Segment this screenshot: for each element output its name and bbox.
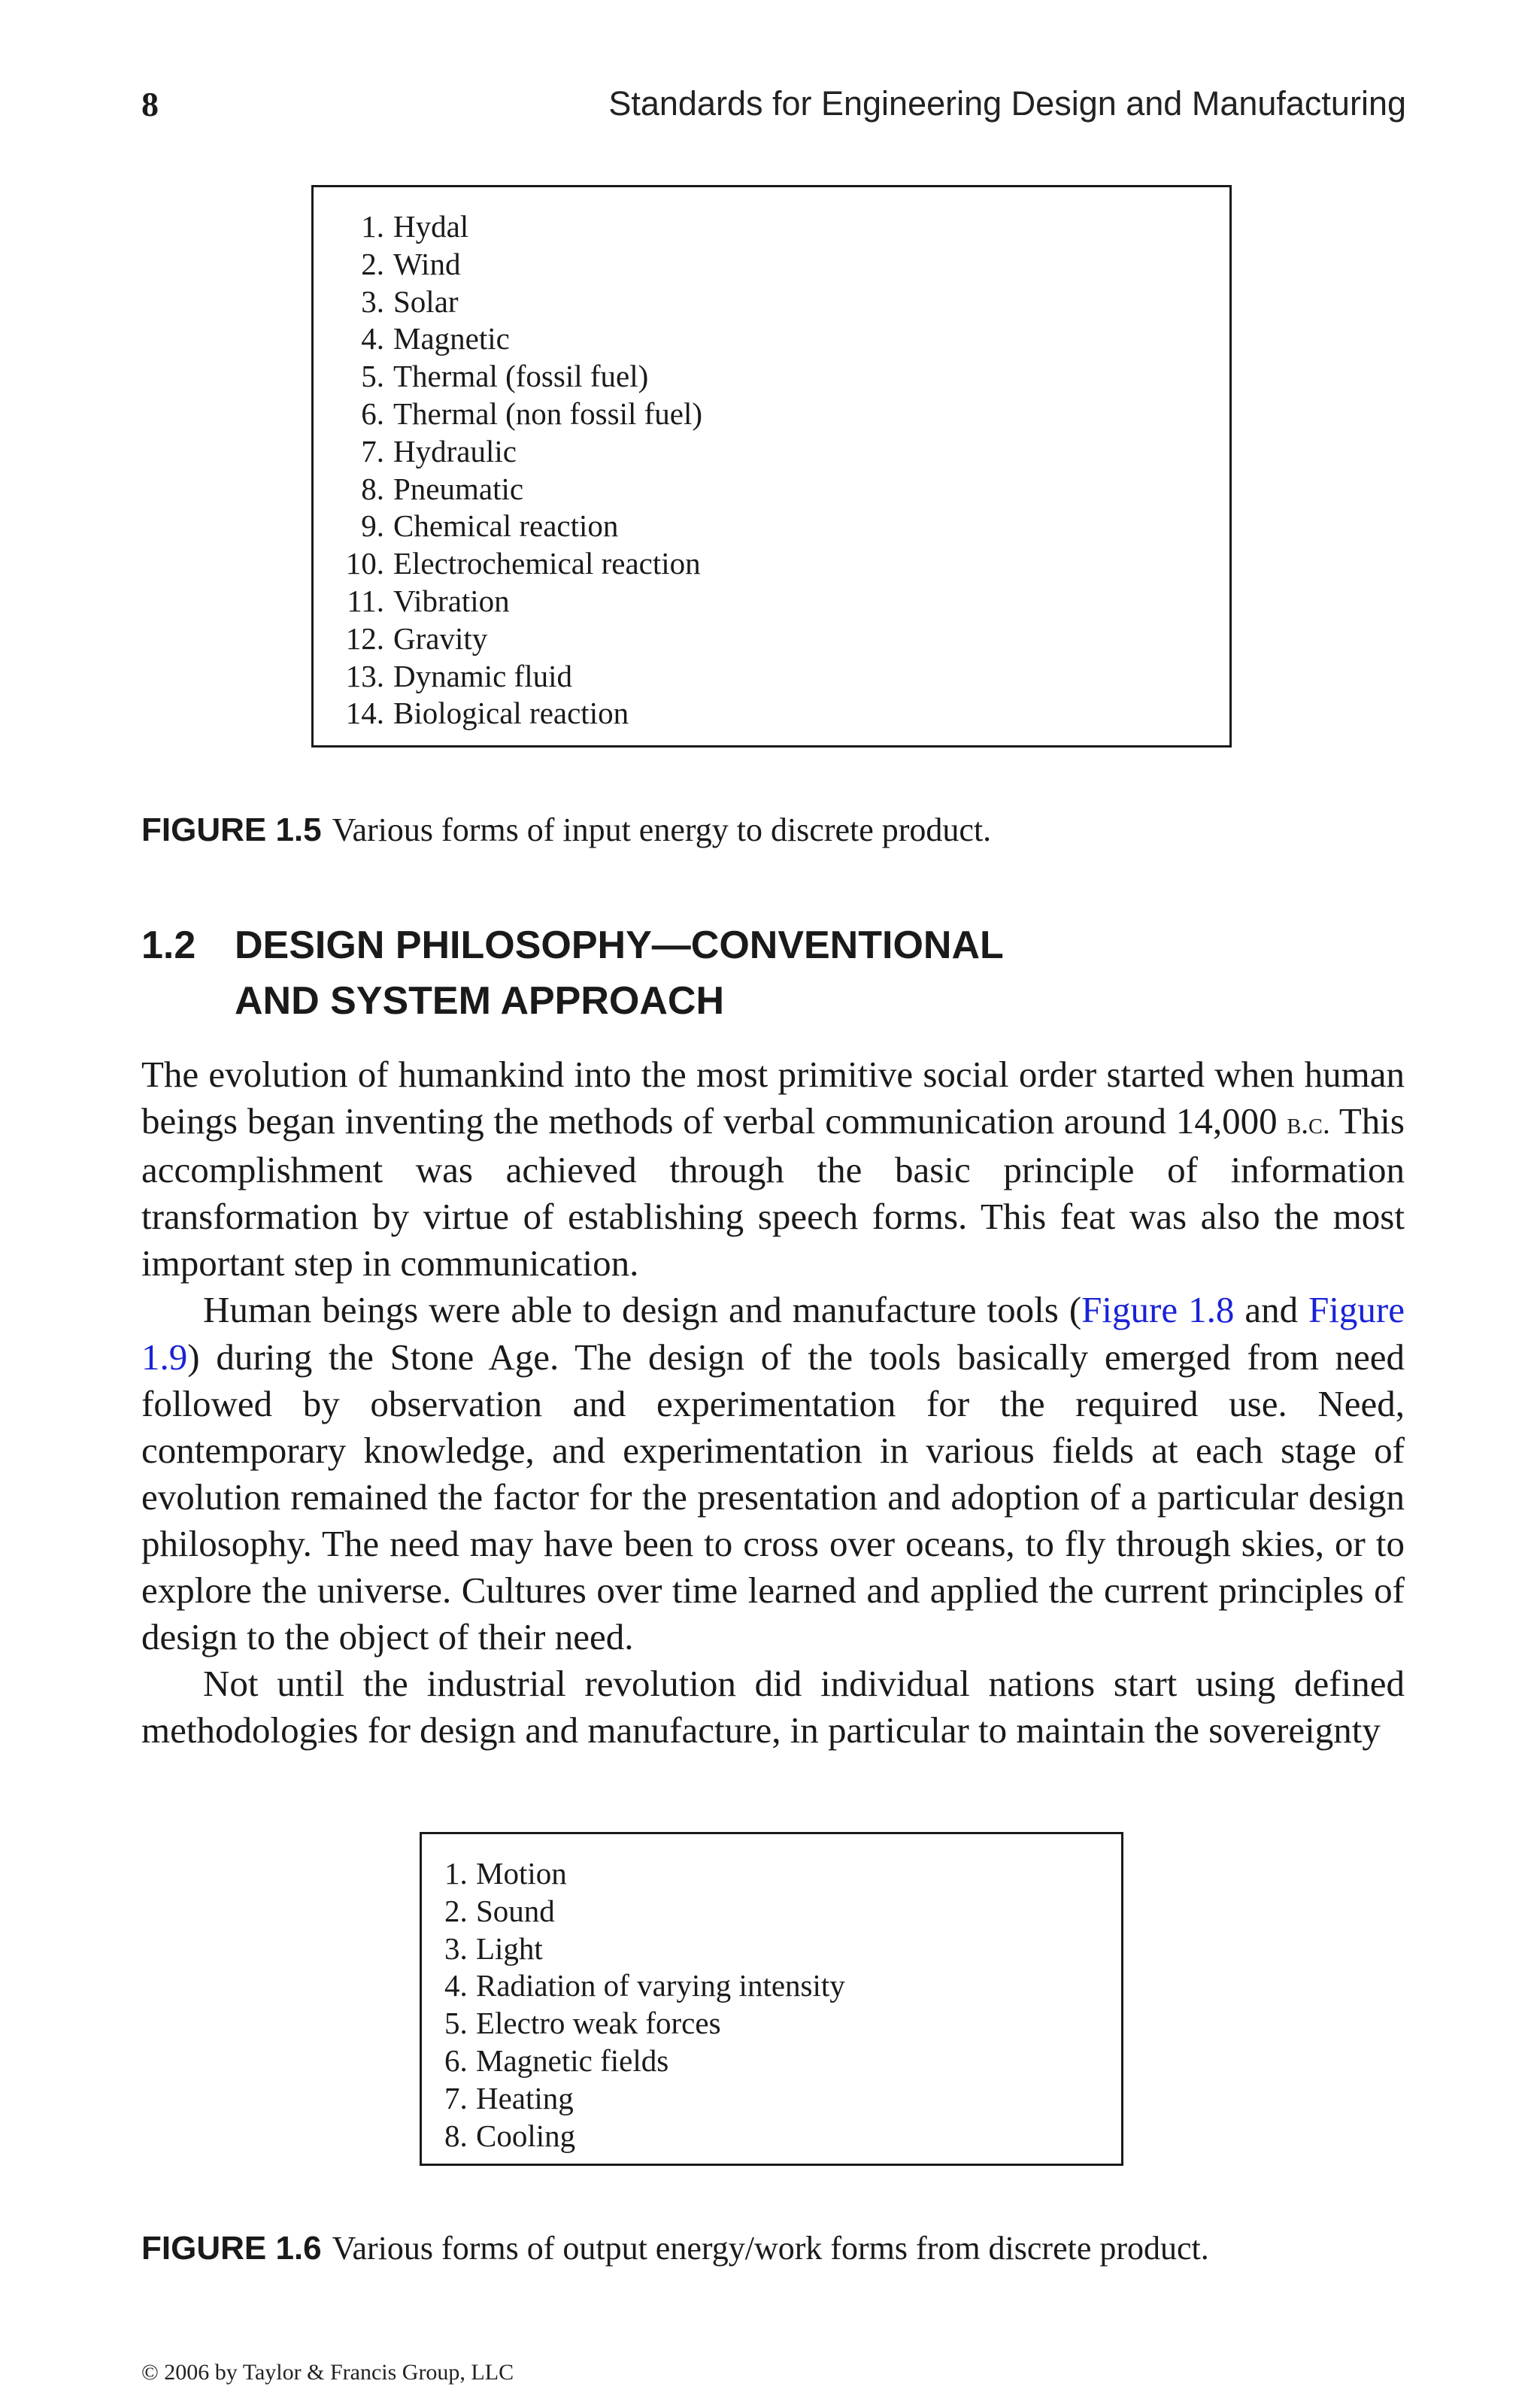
- list-item: [444, 1855, 1121, 1893]
- list-item-label: Heating: [476, 2080, 574, 2115]
- list-item-label: Motion: [476, 1856, 567, 1891]
- list-item-label: Magnetic fields: [476, 2043, 669, 2078]
- list-item-label: Solar: [393, 284, 459, 319]
- list-item: [339, 358, 1229, 396]
- text-run: This accomplishment was achieved through the basic principle of information transformation by virtue of establishing speech forms. This feat was also the most important step in communication.: [141, 1100, 1405, 1284]
- list-item-number: 13.: [345, 658, 384, 693]
- list-item-number: 3.: [444, 1930, 468, 1966]
- figure-1-5-caption: [141, 811, 991, 849]
- list-item-number: 12.: [345, 620, 384, 656]
- figure-1-6-caption: [141, 2229, 1209, 2267]
- list-item-label: Thermal (fossil fuel): [393, 359, 649, 394]
- list-item-label: Hydal: [393, 209, 469, 244]
- text-run: ) during the Stone Age. The design of the tools basically emerged from need followed by observation and experimentation for the required use. Need, contemporary knowledge, and experimentation in various fields at each stage of evolution remained the factor for the presentation and adoption of a particular design philosophy. The need may have been to cross over oceans, to fly through skies, or to explore the universe. Cultures over time learned and applied the current principles of design to the object of their need.: [141, 1336, 1405, 1658]
- list-item-label: Cooling: [476, 2118, 576, 2153]
- list-item-number: 4.: [444, 1968, 468, 2003]
- list-item-number: 5.: [444, 2006, 468, 2041]
- list-item-number: 8.: [361, 471, 384, 506]
- text-run: and: [1234, 1289, 1309, 1331]
- list-item-number: 8.: [444, 2118, 468, 2153]
- paragraph-3: Not until the industrial revolution did individual nations start using defined methodologies for design and manufacture, in particular to maintain the sovereignty: [141, 1663, 1405, 1751]
- list-item-number: 10.: [345, 546, 384, 581]
- paragraph-1: [141, 1051, 1405, 1287]
- list-item-number: 9.: [361, 508, 384, 544]
- list-item: [339, 246, 1229, 284]
- list-item-number: 4.: [361, 321, 384, 356]
- list-item: [444, 2080, 1121, 2118]
- section-title-line1: DESIGN PHILOSOPHY—CONVENTIONAL: [235, 923, 1004, 967]
- list-item-label: Dynamic fluid: [393, 658, 572, 693]
- figure-1-9-link[interactable]: Figure 1.9: [141, 1289, 1405, 1378]
- list-item: [339, 471, 1229, 508]
- figure-label: FIGURE 1.6: [141, 2230, 322, 2267]
- figure-1-6-box: [420, 1832, 1123, 2166]
- copyright-footer: © 2006 by Taylor & Francis Group, LLC: [141, 2360, 514, 2385]
- list-item: [444, 2043, 1121, 2080]
- list-item-number: 2.: [361, 246, 384, 281]
- paragraph-2: [141, 1287, 1405, 1660]
- list-item-label: Vibration: [393, 583, 510, 618]
- list-item: [339, 284, 1229, 321]
- list-item-number: 14.: [345, 696, 384, 731]
- list-item-label: Biological reaction: [393, 696, 629, 731]
- list-item: [339, 320, 1229, 358]
- list-item-number: 1.: [444, 1856, 468, 1891]
- text-run: The evolution of humankind into the most primitive social order started when human beings began inventing the methods of verbal communication around 14,000: [141, 1054, 1405, 1142]
- list-item-label: Wind: [393, 246, 461, 281]
- list-item-label: Radiation of varying intensity: [476, 1968, 845, 2003]
- list-item: [444, 1967, 1121, 2005]
- list-item: [339, 658, 1229, 696]
- figure-label: FIGURE 1.5: [141, 811, 322, 848]
- list-item: [339, 583, 1229, 620]
- list-item: [339, 396, 1229, 433]
- list-item: [339, 508, 1229, 545]
- input-energy-list: [339, 208, 1229, 732]
- list-item-number: 7.: [361, 433, 384, 469]
- list-item-number: 2.: [444, 1893, 468, 1928]
- list-item-label: Electro weak forces: [476, 2006, 721, 2041]
- text-run: Human beings were able to design and manufacture tools (: [203, 1289, 1082, 1331]
- caption-text: Various forms of input energy to discrete product.: [332, 811, 992, 848]
- list-item-label: Chemical reaction: [393, 508, 619, 544]
- page-number: 8: [141, 85, 159, 123]
- figure-1-8-link[interactable]: Figure 1.8: [1081, 1289, 1235, 1331]
- list-item: [444, 2118, 1121, 2155]
- era-abbrev: b.c.: [1287, 1106, 1330, 1141]
- list-item: [444, 2005, 1121, 2043]
- list-item: [339, 620, 1229, 658]
- list-item-label: Hydraulic: [393, 433, 517, 469]
- list-item-number: 6.: [444, 2043, 468, 2078]
- list-item-number: 3.: [361, 284, 384, 319]
- figure-1-5-box: [311, 185, 1232, 748]
- list-item-number: 7.: [444, 2080, 468, 2115]
- list-item-label: Sound: [476, 1893, 555, 1928]
- list-item-label: Thermal (non fossil fuel): [393, 396, 703, 431]
- list-item: [339, 545, 1229, 583]
- list-item-label: Electrochemical reaction: [393, 546, 701, 581]
- output-energy-list: [444, 1855, 1121, 2155]
- list-item-number: 5.: [361, 359, 384, 394]
- list-item-number: 11.: [347, 583, 384, 618]
- list-item-label: Light: [476, 1930, 543, 1966]
- section-heading: [141, 917, 1119, 1029]
- section-number: 1.2: [141, 923, 196, 967]
- list-item-label: Gravity: [393, 620, 488, 656]
- list-item-number: 6.: [361, 396, 384, 431]
- list-item: [339, 695, 1229, 732]
- list-item-number: 1.: [361, 209, 384, 244]
- list-item: [444, 1893, 1121, 1930]
- running-head: Standards for Engineering Design and Manufacturing: [608, 84, 1406, 123]
- list-item: [339, 433, 1229, 471]
- list-item-label: Magnetic: [393, 321, 510, 356]
- body-text: [141, 1051, 1405, 1754]
- list-item-label: Pneumatic: [393, 471, 524, 506]
- caption-text: Various forms of output energy/work forms from discrete product.: [332, 2230, 1209, 2267]
- list-item: [444, 1930, 1121, 1968]
- list-item: [339, 208, 1229, 246]
- section-title-line2: AND SYSTEM APPROACH: [235, 979, 725, 1023]
